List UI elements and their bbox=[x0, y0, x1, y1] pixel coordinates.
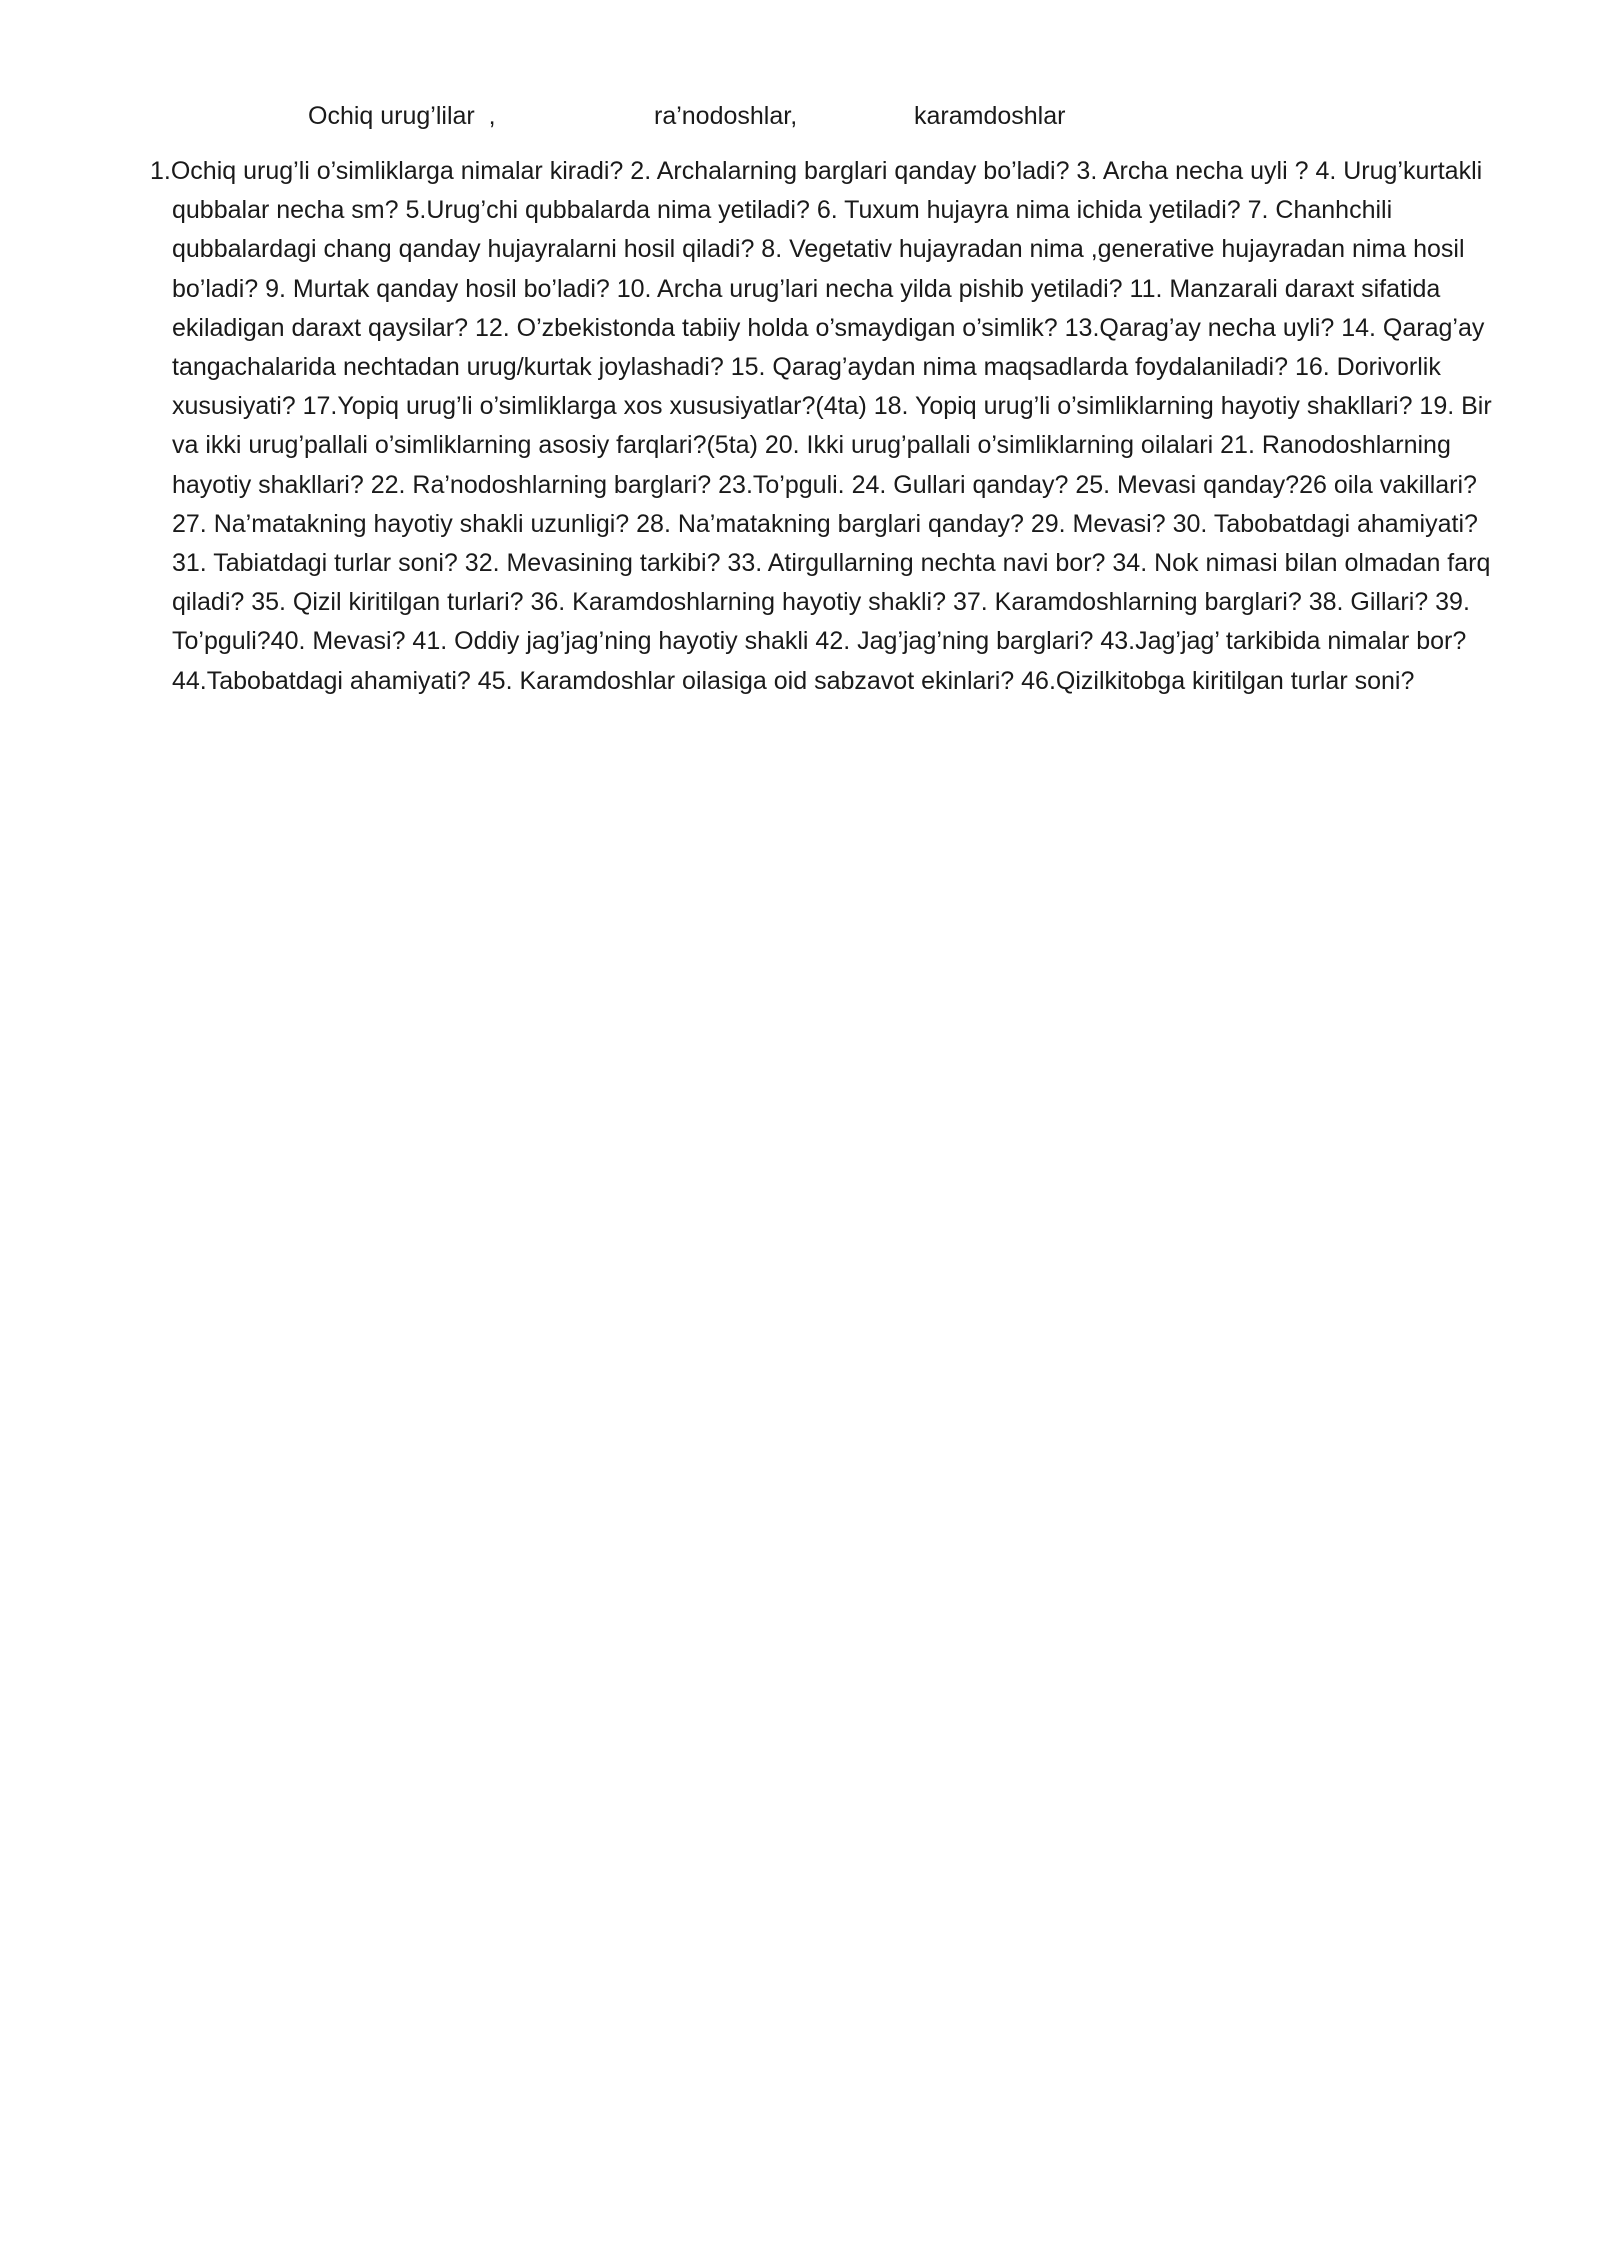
document-heading bbox=[0, 96, 1600, 136]
heading-ochiq-uruglilar: Ochiq urug’lilar , bbox=[308, 102, 496, 130]
heading-ranodoshlar: ra’nodoshlar, bbox=[654, 102, 798, 130]
heading-karamdoshlar: karamdoshlar bbox=[914, 102, 1066, 130]
questions-paragraph: 1.Ochiq urug’li o’simliklarga nimalar kiradi? 2. Archalarning barglari qanday bo’ladi? 3. Archa necha uyli ? 4. Urug’kurtakli qubbalar necha sm? 5.Urug’chi qubbalarda nima yetiladi? 6. Tuxum hujayra nima ichida yetiladi? 7. Chanhchili qubbalardagi chang qanday hujayralarni hosil qiladi? 8. Vegetativ hujayradan nima ,generative hujayradan nima hosil bo’ladi? 9. Murtak qanday hosil bo’ladi? 10. Archa urug’lari necha yilda pishib yetiladi? 11. Manzarali daraxt sifatida ekiladigan daraxt qaysilar? 12. O’zbekistonda tabiiy holda o’smaydigan o’simlik? 13.Qarag’ay necha uyli? 14. Qarag’ay tangachalarida nechtadan urug/kurtak joylashadi? 15. Qarag’aydan nima maqsadlarda foydalaniladi? 16. Dorivorlik xususiyati? 17.Yopiq urug’li o’simliklarga xos xususiyatlar?(4ta) 18. Yopiq urug’li o’simliklarning hayotiy shakllari? 19. Bir va ikki urug’pallali o’simliklarning asosiy farqlari?(5ta) 20. Ikki urug’pallali o’simliklarning oilalari 21. Ranodoshlarning hayotiy shakllari? 22. Ra’nodoshlarning barglari? 23.To’pguli. 24. Gullari qanday? 25. Mevasi qanday?26 oila vakillari? 27. Na’matakning hayotiy shakli uzunligi? 28. Na’matakning barglari qanday? 29. Mevasi? 30. Tabobatdagi ahamiyati? 31. Tabiatdagi turlar soni? 32. Mevasining tarkibi? 33. Atirgullarning nechta navi bor? 34. Nok nimasi bilan olmadan farq qiladi? 35. Qizil kiritilgan turlari? 36. Karamdoshlarning hayotiy shakli? 37. Karamdoshlarning barglari? 38. Gillari? 39. To’pguli?40. Mevasi? 41. Oddiy jag’jag’ning hayotiy shakli 42. Jag’jag’ning barglari? 43.Jag’jag’ tarkibida nimalar bor? 44.Tabobatdagi ahamiyati? 45. Karamdoshlar oilasiga oid sabzavot ekinlari? 46.Qizilkitobga kiritilgan turlar soni? bbox=[150, 157, 1492, 695]
